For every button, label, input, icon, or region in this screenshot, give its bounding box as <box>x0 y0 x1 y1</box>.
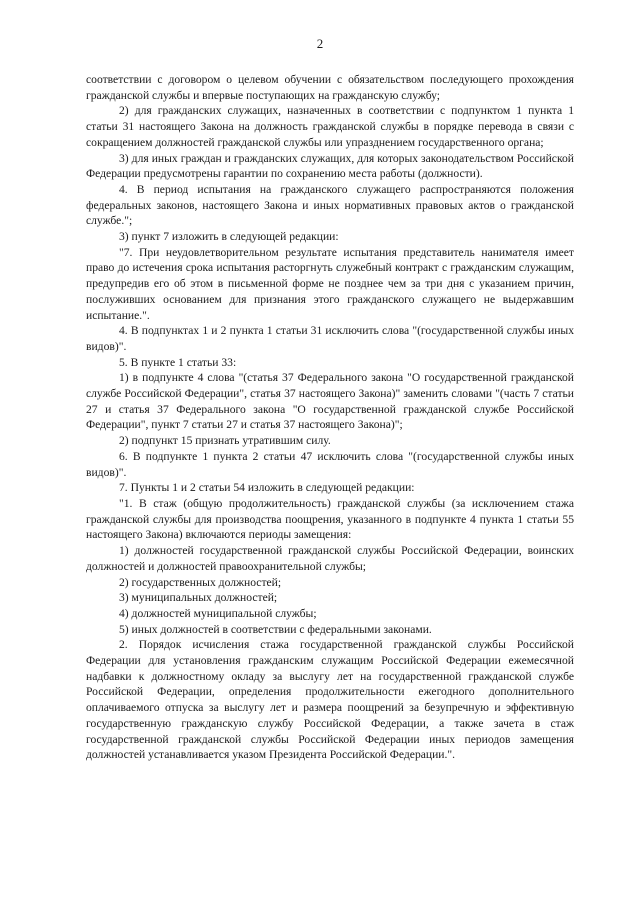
paragraph: 3) для иных граждан и гражданских служащих, для которых законодательством Российской Федерации предусмотрены гарантии по сохранению места работы (должности). <box>86 151 574 181</box>
paragraph: 3) муниципальных должностей; <box>119 591 278 605</box>
paragraph: 2) для гражданских служащих, назначенных в соответствии с подпунктом 1 пункта 1 статьи 31 настоящего Закона на должность гражданской службы в порядке перевода в связи с сокращением должностей гражданской службы или упразднением государственного органа; <box>86 104 574 149</box>
paragraph: 4. В период испытания на гражданского служащего распространяются положения федеральных законов, настоящего Закона и иных нормативных правовых актов о гражданской службе."; <box>86 182 574 228</box>
paragraph: 2. Порядок исчисления стажа государственной гражданской службы Российской Федерации для установления гражданским служащим Российской Федерации ежемесячной надбавки к должностному окладу за выслугу лет на государственной гражданской службе Российской Федерации, определения продолжительности ежегодного дополнительного оплачиваемого отпуска за выслугу лет и размера поощрений за безупречную и эффективную государственную гражданскую службу Российской Федерации, а также зачета в стаж государственной гражданской службы Российской Федерации иных периодов замещения должностей устанавливается указом Президента Российской Федерации.". <box>86 638 574 762</box>
paragraph: соответствии с договором о целевом обучении с обязательством последующего прохождения гражданской службы и впервые поступающих на гражданскую службу; <box>86 73 574 102</box>
paragraph: 4. В подпунктах 1 и 2 пункта 1 статьи 31 исключить слова "(государственной службы иных видов)". <box>86 324 574 353</box>
paragraph: 1) должностей государственной гражданской службы Российской Федерации, воинских должностей и должностей правоохранительной службы; <box>86 544 574 573</box>
paragraph: "7. При неудовлетворительном результате испытания представитель нанимателя имеет право до истечения срока испытания расторгнуть служебный контракт с гражданским служащим, предупредив его об этом в письменной форме не позднее чем за три дня с указанием причин, послуживших основанием для признания этого гражданского служащего не выдержавшим испытание.". <box>86 245 574 322</box>
paragraph: 2) подпункт 15 признать утратившим силу. <box>119 434 331 448</box>
paragraph: 2) государственных должностей; <box>119 575 282 589</box>
paragraph: "1. В стаж (общую продолжительность) гражданской службы (за исключением стажа гражданской службы для производства поощрения, указанного в подпункте 4 пункта 1 статьи 55 настоящего Закона) включаются периоды замещения: <box>86 496 574 542</box>
document-body <box>86 72 574 763</box>
paragraph: 5) иных должностей в соответствии с федеральными законами. <box>119 622 432 636</box>
paragraph: 3) пункт 7 изложить в следующей редакции: <box>119 230 339 244</box>
paragraph: 4) должностей муниципальной службы; <box>119 606 317 620</box>
paragraph: 5. В пункте 1 статьи 33: <box>119 355 237 369</box>
page-number: 2 <box>316 36 324 51</box>
paragraph: 7. Пункты 1 и 2 статьи 54 изложить в следующей редакции: <box>119 481 415 495</box>
paragraph: 6. В подпункте 1 пункта 2 статьи 47 исключить слова "(государственной службы иных видов)". <box>86 449 574 479</box>
paragraph: 1) в подпункте 4 слова "(статья 37 Федерального закона "О государственной гражданской службе Российской Федерации", статья 37 настоящего Закона)" заменить словами "(часть 7 статьи 27 и статья 37 Федерального закона "О государственной гражданской службе Российской Федерации", пункт 7 статьи 27 и статья 37 настоящего Закона)"; <box>86 371 574 432</box>
